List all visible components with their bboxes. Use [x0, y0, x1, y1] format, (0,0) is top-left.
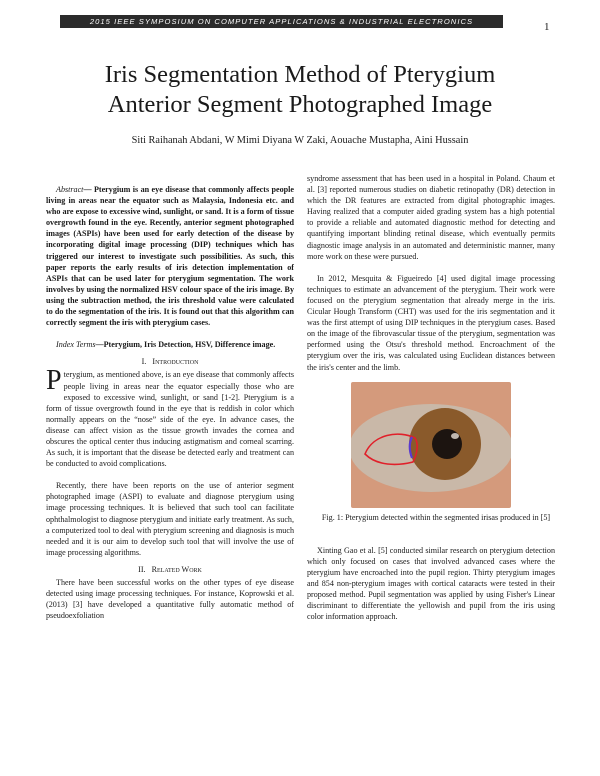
section-title: Introduction — [152, 357, 199, 367]
related-work-paragraph-2: In 2012, Mesquita & Figueiredo [4] used digital image processing techniques to estimate an advancement of the pterygium. Their work were focused on the pterygium segmentation that already merge in the iris. Cicular Hough Transform (CHT) was used for the iris segmentation and it was the first attempt of using DIP techniques in the pterygium cases. Based on the image of the fibrovascular tissue of the pterygium, segmentation was performed using the Otsu's threshold method. Encroachment of the pterygium over the iris, was calculated using Euclidean distances between the iris's center and the limb. — [307, 273, 555, 372]
section-numeral: II. — [138, 564, 146, 574]
corneal-reflection — [451, 433, 459, 439]
page-number: 1 — [544, 21, 550, 33]
index-terms — [46, 339, 294, 350]
section-heading-introduction — [46, 356, 294, 367]
drop-cap: P — [46, 365, 62, 397]
pupil — [432, 429, 462, 459]
index-terms-text: —Pterygium, Iris Detection, HSV, Difference image. — [95, 340, 276, 350]
figure-1-caption: Fig. 1: Pterygium detected within the segmented irisas produced in [5] — [321, 512, 551, 522]
left-column — [46, 184, 294, 621]
abstract — [46, 184, 294, 328]
related-work-paragraph-1-continued: syndrome assessment that has been used in a hospital in Poland. Chaum et al. [3] reported numerous studies on diabetic retinopathy (DR) detection in which the DR features are extracted from digital photographic images. Having realized that a computer aided grading system has a high potential to provide a reliable and automated diagnostic method for detecting and quantifying important blinding retinal disease, which eventually permits diagnostic image analysis in an automated and deterministic manner, many more work on these were pursued. — [307, 174, 555, 261]
related-work-paragraph-3: Xinting Gao et al. [5] conducted similar research on pterygium detection which only focused on cases that involved advanced cases where the pterygium have encroached into the pupil region. Thirty pterygium images and 854 non-pterygium images with cortical cataracts were tested in their proposed method. Pupil segmentation was applied by using Fisher's Linear discriminant to differentiate the yellowish and pupil from the iris using color information approach. — [307, 545, 555, 622]
intro-paragraph-1-text: terygium, as mentioned above, is an eye disease that commonly affects people living in areas near the equator especially those who are exposed to excessive wind, sunlight, or sand [1-2]. Pterygium is a form of tissue overgrowth found in the eye that is reddish in color which normally appears on the “nose” side of the eye. In advance cases, the disease can affect vision as the tissue growth invades the cornea and obscures the optical center thus inducing astigmatism and corneal scarring. As such, it is important that the disease be detected early and treatment can be conducted to avoid complications. — [46, 370, 294, 469]
eye-photo — [351, 382, 511, 508]
journal-banner: 2015 IEEE SYMPOSIUM ON COMPUTER APPLICATIONS & INDUSTRIAL ELECTRONICS — [60, 15, 503, 28]
related-work-paragraph-1: There have been successful works on the other types of eye disease detected using image processing techniques. For instance, Koprowski et al. (2013) [3] have developed a quantitative fully automatic method of pseudoexfoliation — [46, 578, 294, 621]
abstract-label: Abstract — [56, 185, 84, 194]
paper-title — [40, 60, 560, 120]
title-line-2: Anterior Segment Photographed Image — [107, 91, 493, 118]
intro-paragraph-1 — [46, 365, 294, 469]
section-numeral: I. — [141, 357, 147, 367]
intro-paragraph-2: Recently, there have been reports on the use of anterior segment photographed image (ASPI) to evaluate and diagnose pterygium using image processing techniques. It is believed that such tool can facilitate ophthalmologist to diagnose pterygium and initiate early treatment. As such, a computerized tool to deal with pterygium screening and diagnosis is much needed and it is our aim to develop such tool that will involve the use of image processing algorithms. — [46, 481, 294, 557]
abstract-text: — Pterygium is an eye disease that commonly affects people living in areas near the equator such as Malaysia, Indonesia etc. and who are expose to excessive wind, sunlight, or sand. It is a form of tissue overgrowth found in the eye. Recently, anterior segment photographed images (ASPIs) have been used for early detection of the disease by incorporating digital image processing (DIP) techniques which has triggered our interest to investigate such possibilities. As such, this paper reports the early results of iris detection implementation of ASPIs that can be used later for pterygium segmentation. The work involves by using the normalized HSV colour space of the iris image. By using the subtraction method, the iris threshold value were calculated to do the segmentation of the iris. It is found out that this algorithm can correctly segment the iris with pterygium cases. — [46, 185, 294, 328]
authors: Siti Raihanah Abdani, W Mimi Diyana W Zaki, Aouache Mustapha, Aini Hussain — [131, 135, 469, 146]
index-terms-label: Index Terms — [56, 340, 96, 350]
section-heading-related-work — [46, 564, 294, 575]
section-title: Related Work — [151, 564, 202, 574]
right-column — [307, 173, 555, 622]
figure-1-image — [351, 382, 511, 508]
title-line-1: Iris Segmentation Method of Pterygium — [104, 61, 496, 88]
